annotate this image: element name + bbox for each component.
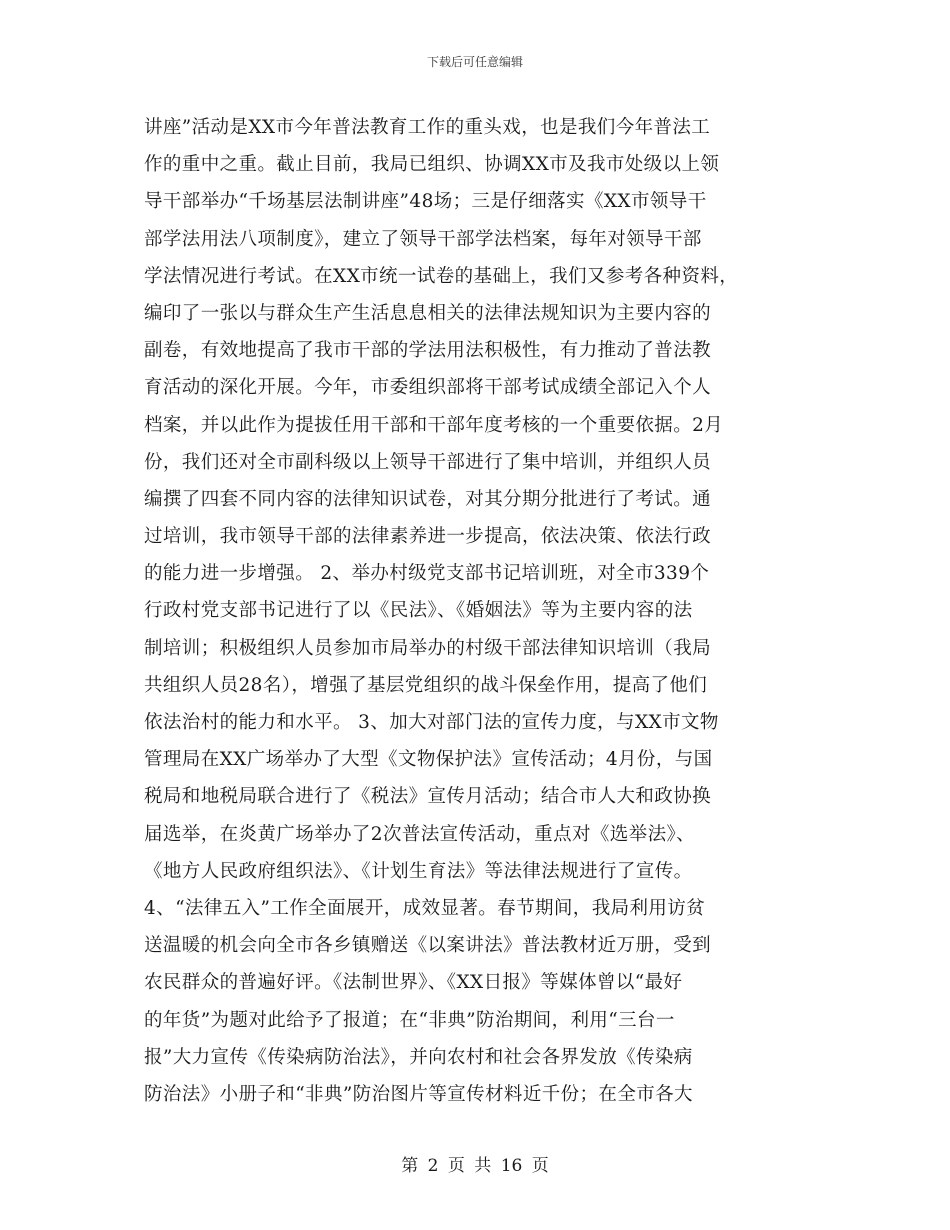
body-line: 送温暖的机会向全市各乡镇赠送《以案讲法》普法教材近万册，受到 bbox=[144, 935, 712, 957]
body-line: 行政村党支部书记进行了以《民法》、《婚姻法》等为主要内容的法 bbox=[144, 600, 693, 622]
body-line: 防治法》小册子和“非典”防治图片等宣传材料近千份；在全市各大 bbox=[144, 1083, 693, 1105]
body-line: 农民群众的普遍好评。《法制世界》、《XX日报》等媒体曾以“最好 bbox=[144, 972, 683, 994]
body-line: 导干部举办“千场基层法制讲座”48场；三是仔细落实《XX市领导干 bbox=[144, 191, 707, 213]
body-line: 报”大力宣传《传染病防治法》，并向农村和社会各界发放《传染病 bbox=[144, 1046, 693, 1068]
body-line: 届选举，在炎黄广场举办了2次普法宣传活动，重点对《选举法》、 bbox=[144, 823, 696, 845]
body-line: 作的重中之重。截止目前，我局已组织、协调XX市及我市处级以上领 bbox=[144, 154, 720, 176]
body-line: 依法治村的能力和水平。 3、加大对部门法的宣传力度，与XX市文物 bbox=[144, 712, 719, 733]
body-line: 制培训；积极组织人员参加市局举办的村级干部法律知识培训（我局 bbox=[144, 637, 712, 659]
page-number-footer: 第 2 页 共 16 页 bbox=[401, 1156, 549, 1176]
body-line: 共组织人员28名），增强了基层党组织的战斗保垒作用，提高了他们 bbox=[144, 674, 708, 696]
body-line: 税局和地税局联合进行了《税法》宣传月活动；结合市人大和政协换 bbox=[144, 786, 712, 808]
body-line: 学法情况进行考试。在XX市统一试卷的基础上，我们又参考各种资料， bbox=[144, 265, 739, 287]
document-body bbox=[144, 109, 814, 1113]
body-line: 档案，并以此作为提拔任用干部和干部年度考核的一个重要依据。2月 bbox=[144, 414, 724, 436]
body-line: 编撰了四套不同内容的法律知识试卷，对其分期分批进行了考试。通 bbox=[144, 488, 712, 510]
body-line: 管理局在XX广场举办了大型《文物保护法》宣传活动；4月份，与国 bbox=[144, 749, 713, 771]
body-line: 育活动的深化开展。今年，市委组织部将干部考试成绩全部记入个人 bbox=[144, 377, 712, 399]
page-header: 下载后可任意编辑 bbox=[426, 55, 523, 69]
body-line: 的年货”为题对此给予了报道；在“非典”防治期间，利用“三台一 bbox=[144, 1009, 675, 1031]
body-line: 编印了一张以与群众生产生活息息相关的法律法规知识为主要内容的 bbox=[144, 302, 712, 324]
body-line: 的能力进一步增强。 2、举办村级党支部书记培训班，对全市339个 bbox=[144, 563, 710, 585]
body-line: 副卷，有效地提高了我市干部的学法用法积极性，有力推动了普法教 bbox=[144, 340, 712, 362]
body-line: 份，我们还对全市副科级以上领导干部进行了集中培训，并组织人员 bbox=[144, 451, 712, 473]
body-line: 部学法用法八项制度》，建立了领导干部学法档案，每年对领导干部 bbox=[144, 228, 702, 250]
body-line: 过培训，我市领导干部的法律素养进一步提高，依法决策、依法行政 bbox=[144, 526, 712, 548]
body-line: 讲座”活动是XX市今年普法教育工作的重头戏，也是我们今年普法工 bbox=[144, 117, 711, 138]
body-line: 4、“法律五入”工作全面展开，成效显著。春节期间，我局利用访贫 bbox=[144, 897, 706, 919]
body-line: 《地方人民政府组织法》、《计划生育法》等法律法规进行了宣传。 bbox=[144, 860, 693, 882]
